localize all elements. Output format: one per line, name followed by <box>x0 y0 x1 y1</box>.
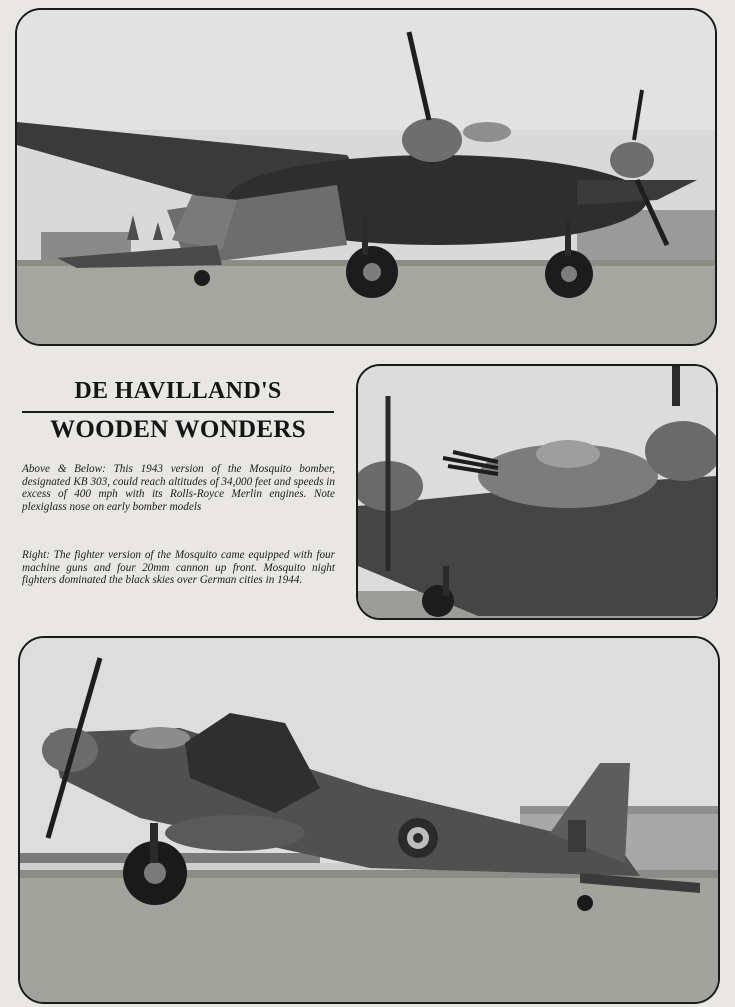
photo-mosquito-bomber-side <box>18 636 720 1004</box>
bomber-front-illustration <box>17 10 715 344</box>
caption-fighter: Right: The fighter version of the Mosquito came equipped with four machine guns and four 20mm cannon up front. Mosquito night fighters dominated the black skies over German cities in 1944. <box>22 549 335 587</box>
photo-mosquito-fighter-nose <box>356 364 718 620</box>
bomber-side-illustration <box>20 638 718 1002</box>
headline-divider <box>22 411 334 413</box>
photo-mosquito-bomber-front <box>15 8 717 346</box>
caption-bomber: Above & Below: This 1943 version of the Mosquito bomber, designated KB 303, could reach altitudes of 34,000 feet and speeds in excess of 400 mph with its Rolls-Royce Merlin engines. Note plexiglass nose on early bomber models <box>22 463 335 513</box>
headline-line-1: DE HAVILLAND'S <box>74 378 282 404</box>
fighter-nose-illustration <box>358 366 716 618</box>
headline-line-2: WOODEN WONDERS <box>50 416 306 443</box>
